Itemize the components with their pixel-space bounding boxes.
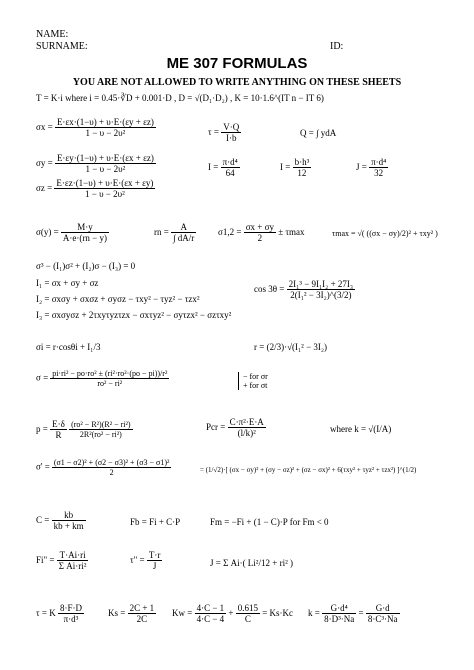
formula-inertia-rect [280, 157, 311, 179]
formula-sigma-i: σi = r·cosθi + I₁/3 [36, 342, 101, 352]
formula-shear-stress [208, 122, 241, 144]
case-tangential: + for σt [243, 381, 268, 390]
shear-fraction [221, 122, 241, 144]
wahl-plus: + [228, 607, 234, 618]
thick-cylinder-numerator: pi·ri² − po·ro² ± (ri²·ro²·(po − pi))/r² [52, 369, 168, 378]
weld-torsion-lhs: τ" = [130, 554, 145, 565]
neutral-radius-numerator: A [180, 222, 187, 232]
wahl-factor-lhs: Kw = [172, 607, 193, 618]
spring-stress-numerator: 8·F·D [59, 603, 82, 613]
formula-sigma-y [36, 153, 156, 175]
case-radial: − for σr [243, 372, 268, 381]
formula-cos-3theta [254, 279, 355, 301]
page-subtitle: YOU ARE NOT ALLOWED TO WRITE ANYTHING ON THESE SHEETS [72, 77, 402, 88]
sigma-z-lhs: σz = [36, 182, 53, 193]
formula-sigma-z [36, 178, 155, 200]
formula-von-mises-expanded: = (1/√2)·[ (σx − σy)² + (σy − σz)² + (σz − σx)² + 6(τxy² + τyz² + τzx²) ]^(1/2) [200, 466, 417, 474]
weld-torsion-denominator: J [147, 560, 163, 571]
formula-member-load: Fm = −Fi + (1 − C)·P for Fm < 0 [210, 517, 329, 527]
formula-tolerance: T = K·i where i = 0.45·∛D + 0.001·D , D = √(D₁·D₂) , K = 10·1.6^(IT n − IT 6) [36, 93, 324, 103]
sigma-x-fraction [55, 117, 156, 139]
von-mises-radicand-denominator: 2 [52, 467, 172, 477]
wahl-numerator-1: 4·C − 1 [196, 603, 225, 613]
inertia-circle-lhs: I = [208, 161, 219, 172]
formula-inertia-circle [208, 157, 240, 179]
id-label: ID: [330, 41, 344, 52]
secondary-shear-denominator: Σ Ai·ri² [58, 561, 87, 572]
formula-neutral-radius [154, 222, 196, 244]
thick-cylinder-fraction [50, 369, 169, 388]
wahl-denominator-1: 4·C − 4 [196, 614, 225, 625]
polar-inertia-numerator: π·d⁴ [371, 157, 387, 167]
spring-stress-denominator: π·d³ [58, 613, 84, 624]
interference-numerator-1: E·δ [52, 419, 65, 429]
interference-lhs: p = [36, 423, 48, 434]
sigma-x-denominator: 1 − υ − 2υ² [55, 127, 156, 138]
shear-lhs: τ = [208, 126, 219, 137]
sigma-z-numerator: E·εz·(1−υ) + υ·E·(εx + εy) [56, 178, 154, 188]
joint-constant-denominator: kb + km [53, 521, 84, 532]
inertia-circle-denominator: 64 [221, 167, 240, 178]
cos-3theta-lhs: cos 3θ = [254, 283, 285, 294]
formula-characteristic-eq: σ³ − (I₁)σ² + (I₂)σ − (I₃) = 0 [36, 261, 136, 271]
formula-wahl-factor [172, 603, 293, 625]
critical-load-denominator: (l/k)² [228, 427, 266, 438]
spring-rate-equals: = [358, 607, 364, 618]
name-label: NAME: [36, 29, 69, 40]
interference-denominator-2: 2R²(ro² − ri²) [69, 429, 133, 439]
interference-denominator-1: R [50, 429, 67, 440]
joint-constant-numerator: kb [64, 510, 74, 520]
inertia-rect-lhs: I = [280, 161, 291, 172]
cos-3theta-fraction [287, 279, 355, 301]
polar-inertia-fraction [369, 157, 388, 179]
neutral-radius-denominator: ∫ dA/r [173, 233, 195, 244]
shear-factor-numerator: 2C + 1 [129, 603, 155, 613]
critical-load-fraction [228, 417, 266, 439]
principal-stress-lhs: σ1,2 = [218, 226, 242, 237]
critical-load-numerator: C·π²·E·A [229, 417, 264, 427]
formula-secondary-shear-force [36, 550, 88, 572]
spring-stress-lhs: τ = K [36, 607, 56, 618]
secondary-shear-numerator: T·Ai·ri [59, 550, 86, 560]
neutral-radius-lhs: rn = [154, 226, 169, 237]
wahl-rhs: = Ks·Kc [262, 607, 294, 618]
formula-weld-polar-moment: J = Σ Ai·( Li²/12 + ri² ) [210, 558, 294, 568]
sigma-y-fraction [55, 153, 156, 175]
sigma-x-numerator: E·εx·(1−υ) + υ·E·(εy + εz) [56, 117, 154, 127]
wahl-numerator-2: 0.615 [237, 603, 258, 613]
cos-3theta-numerator: 2I₁³ − 9I₁I₂ + 27I₃ [288, 279, 354, 289]
formula-shear-factor [108, 603, 156, 625]
von-mises-radicand-numerator: (σ1 − σ2)² + (σ2 − σ3)² + (σ3 − σ1)² [53, 458, 170, 467]
formula-radius-gyration: where k = √(I/A) [330, 424, 392, 434]
principal-stress-numerator: σx + σy [245, 222, 274, 232]
principal-stress-fraction [244, 222, 276, 244]
sigma-y-denominator: 1 − υ − 2υ² [55, 163, 156, 174]
spring-rate-lhs: k = [308, 607, 320, 618]
spring-rate-denominator-1: 8·D³·Na [324, 614, 355, 625]
inertia-rect-denominator: 12 [293, 167, 312, 178]
formula-interference-pressure [36, 419, 133, 441]
surname-label: SURNAME: [36, 41, 88, 52]
spring-rate-fraction-1 [322, 603, 356, 625]
curved-beam-fraction [61, 222, 109, 244]
thick-cylinder-cases [238, 372, 268, 390]
wahl-fraction-1 [195, 603, 227, 625]
principal-stress-denominator: 2 [244, 232, 276, 243]
thick-cylinder-denominator: ro² − ri² [50, 378, 169, 388]
wahl-denominator-2: C [236, 613, 260, 624]
formula-sigma-x [36, 117, 156, 139]
weld-torsion-numerator: T·r [148, 550, 161, 560]
sigma-x-lhs: σx = [36, 121, 53, 132]
formula-critical-load [206, 417, 266, 439]
sigma-z-denominator: 1 − υ − 2υ² [54, 188, 155, 199]
neutral-radius-fraction [171, 222, 196, 244]
formula-polar-inertia [356, 157, 388, 179]
inertia-rect-fraction [293, 157, 312, 179]
formula-weld-torsion-stress [130, 550, 162, 572]
shear-numerator: V·Q [223, 122, 240, 132]
inertia-rect-numerator: b·h³ [294, 157, 310, 167]
shear-factor-fraction [128, 603, 157, 625]
spring-rate-fraction-2 [366, 603, 400, 625]
page-title: ME 307 FORMULAS [166, 55, 308, 72]
critical-load-lhs: Pcr = [206, 421, 226, 432]
formula-joint-constant [36, 510, 86, 532]
sigma-z-fraction [54, 178, 155, 200]
formula-bolt-load: Fb = Fi + C·P [130, 517, 181, 527]
curved-beam-denominator: A·e·(rn − y) [62, 233, 107, 244]
formula-spring-stress [36, 603, 84, 625]
formula-invariant-2: I₂ = σxσy + σxσz + σyσz − τxy² − τyz² − τzx² [36, 294, 200, 304]
spring-rate-numerator-2: G·d [375, 603, 390, 613]
spring-rate-denominator-2: 8·C³·Na [367, 614, 398, 625]
shear-denominator: I·b [221, 132, 241, 143]
weld-torsion-fraction [147, 550, 163, 572]
shear-factor-denominator: 2C [128, 613, 157, 624]
von-mises-lhs: σ' = [36, 461, 50, 472]
principal-stress-rhs: ± τmax [278, 226, 305, 237]
secondary-shear-fraction [57, 550, 89, 572]
formula-thick-cylinder [36, 369, 169, 388]
polar-inertia-lhs: J = [356, 161, 367, 172]
joint-constant-fraction [52, 510, 86, 532]
formula-max-shear: τmax = √( ((σx − σy)/2)² + τxy² ) [332, 229, 438, 238]
shear-factor-lhs: Ks = [108, 607, 126, 618]
formula-von-mises [36, 458, 171, 477]
interference-numerator-2: (ro² − R²)(R² − ri²) [71, 420, 131, 430]
inertia-circle-numerator: π·d⁴ [222, 157, 238, 167]
secondary-shear-lhs: Fi" = [36, 554, 55, 565]
curved-beam-numerator: M·y [77, 222, 93, 232]
cos-3theta-denominator: 2(I₁² − 3I₂)^(3/2) [287, 289, 355, 300]
thick-cylinder-lhs: σ = [36, 372, 49, 383]
formula-curved-beam [36, 222, 109, 244]
wahl-fraction-2 [236, 603, 260, 625]
formula-principal-stress [218, 222, 305, 244]
sigma-y-lhs: σy = [36, 157, 53, 168]
formula-first-moment: Q = ∫ ydA [300, 128, 337, 138]
polar-inertia-denominator: 32 [369, 167, 388, 178]
von-mises-radicand [52, 458, 172, 477]
interference-fraction-1 [50, 419, 67, 441]
sigma-y-numerator: E·εy·(1−υ) + υ·E·(εx + εz) [56, 153, 154, 163]
spring-rate-numerator-1: G·d⁴ [330, 603, 348, 613]
joint-constant-lhs: C = [36, 514, 50, 525]
spring-stress-fraction [58, 603, 84, 625]
formula-invariant-3: I₃ = σxσyσz + 2τxyτyzτzx − σxτyz² − σyτzx² − σzτxy² [36, 310, 232, 320]
formula-r: r = (2/3)·√(I₁² − 3I₂) [254, 342, 328, 352]
formula-spring-rate [308, 603, 400, 625]
inertia-circle-fraction [221, 157, 240, 179]
formula-invariant-1: I₁ = σx + σy + σz [36, 278, 99, 288]
interference-fraction-2 [69, 420, 133, 439]
curved-beam-lhs: σ(y) = [36, 226, 59, 237]
